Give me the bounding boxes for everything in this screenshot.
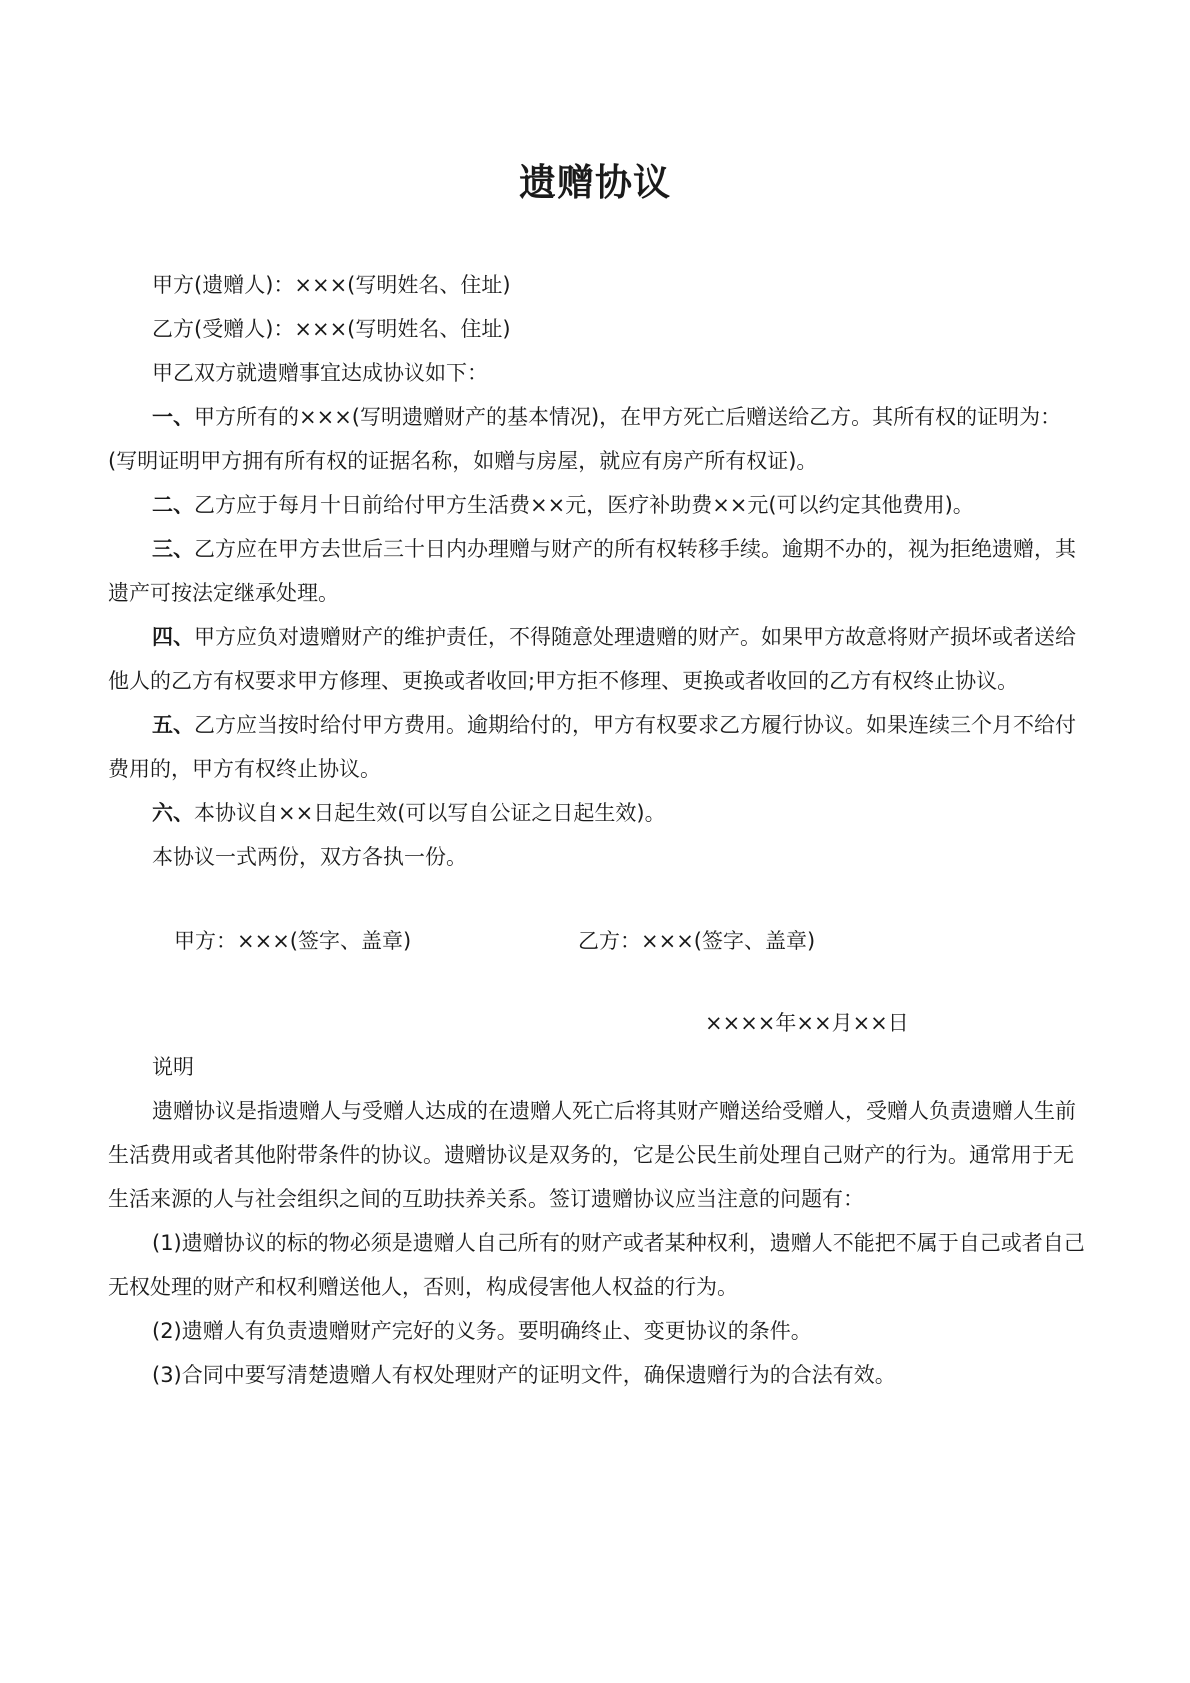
copies-line: 本协议一式两份，双方各执一份。 [152,845,467,869]
document-title: 遗赠协议 [519,161,671,204]
clause-5 [108,703,1088,791]
clause-text: 甲方应负对遗赠财产的维护责任，不得随意处理遗赠的财产。如果甲方故意将财产损坏或者送给他人的乙方有权要求甲方修理、更换或者收回;甲方拒不修理、更换或者收回的乙方有权终止协议。 [108,625,1076,693]
note-item-1: (1)遗赠协议的标的物必须是遗赠人自己所有的财产或者某种权利，遗赠人不能把不属于自己或者自己无权处理的财产和权利赠送他人，否则，构成侵害他人权益的行为。 [108,1231,1085,1299]
date-row [108,1001,1088,1045]
clause-1 [108,395,1088,483]
notes-heading: 说明 [152,1055,194,1079]
signature-party-b: 乙方：×××(签字、盖章) [578,929,816,953]
signature-row [108,919,1088,963]
clause-number: 一、 [152,405,194,429]
clause-2 [108,483,1088,527]
note-item-3: (3)合同中要写清楚遗赠人有权处理财产的证明文件，确保遗赠行为的合法有效。 [152,1363,896,1387]
party-a-line: 甲方(遗赠人)：×××(写明姓名、住址) [152,273,511,297]
clause-text: 本协议自××日起生效(可以写自公证之日起生效)。 [194,801,666,825]
clause-number: 四、 [152,625,194,649]
clause-number: 五、 [152,713,194,737]
clause-number: 二、 [152,493,194,517]
clause-6 [108,791,1088,835]
clause-number: 六、 [152,801,194,825]
party-b-line: 乙方(受赠人)：×××(写明姓名、住址) [152,317,511,341]
clause-number: 三、 [152,537,194,561]
clause-text: 乙方应在甲方去世后三十日内办理赠与财产的所有权转移手续。逾期不办的，视为拒绝遗赠，其遗产可按法定继承处理。 [108,537,1076,605]
signing-date: ××××年××月××日 [705,1011,909,1035]
clause-4 [108,615,1088,703]
note-paragraph: 遗赠协议是指遗赠人与受赠人达成的在遗赠人死亡后将其财产赠送给受赠人，受赠人负责遗赠人生前生活费用或者其他附带条件的协议。遗赠协议是双务的，它是公民生前处理自己财产的行为。通常用于无生活来源的人与社会组织之间的互助扶养关系。签订遗赠协议应当注意的问题有： [108,1099,1076,1211]
note-item-2: (2)遗赠人有负责遗赠财产完好的义务。要明确终止、变更协议的条件。 [152,1319,812,1343]
clause-text: 乙方应当按时给付甲方费用。逾期给付的，甲方有权要求乙方履行协议。如果连续三个月不给付费用的，甲方有权终止协议。 [108,713,1076,781]
agreement-intro: 甲乙双方就遗赠事宜达成协议如下： [152,361,488,385]
signature-party-a: 甲方：×××(签字、盖章) [174,929,412,953]
clause-3 [108,527,1088,615]
document-body [108,263,1088,1397]
clause-text: 甲方所有的×××(写明遗赠财产的基本情况)，在甲方死亡后赠送给乙方。其所有权的证明为：(写明证明甲方拥有所有权的证据名称，如赠与房屋，就应有房产所有权证)。 [108,405,1062,473]
clause-text: 乙方应于每月十日前给付甲方生活费××元，医疗补助费××元(可以约定其他费用)。 [194,493,974,517]
